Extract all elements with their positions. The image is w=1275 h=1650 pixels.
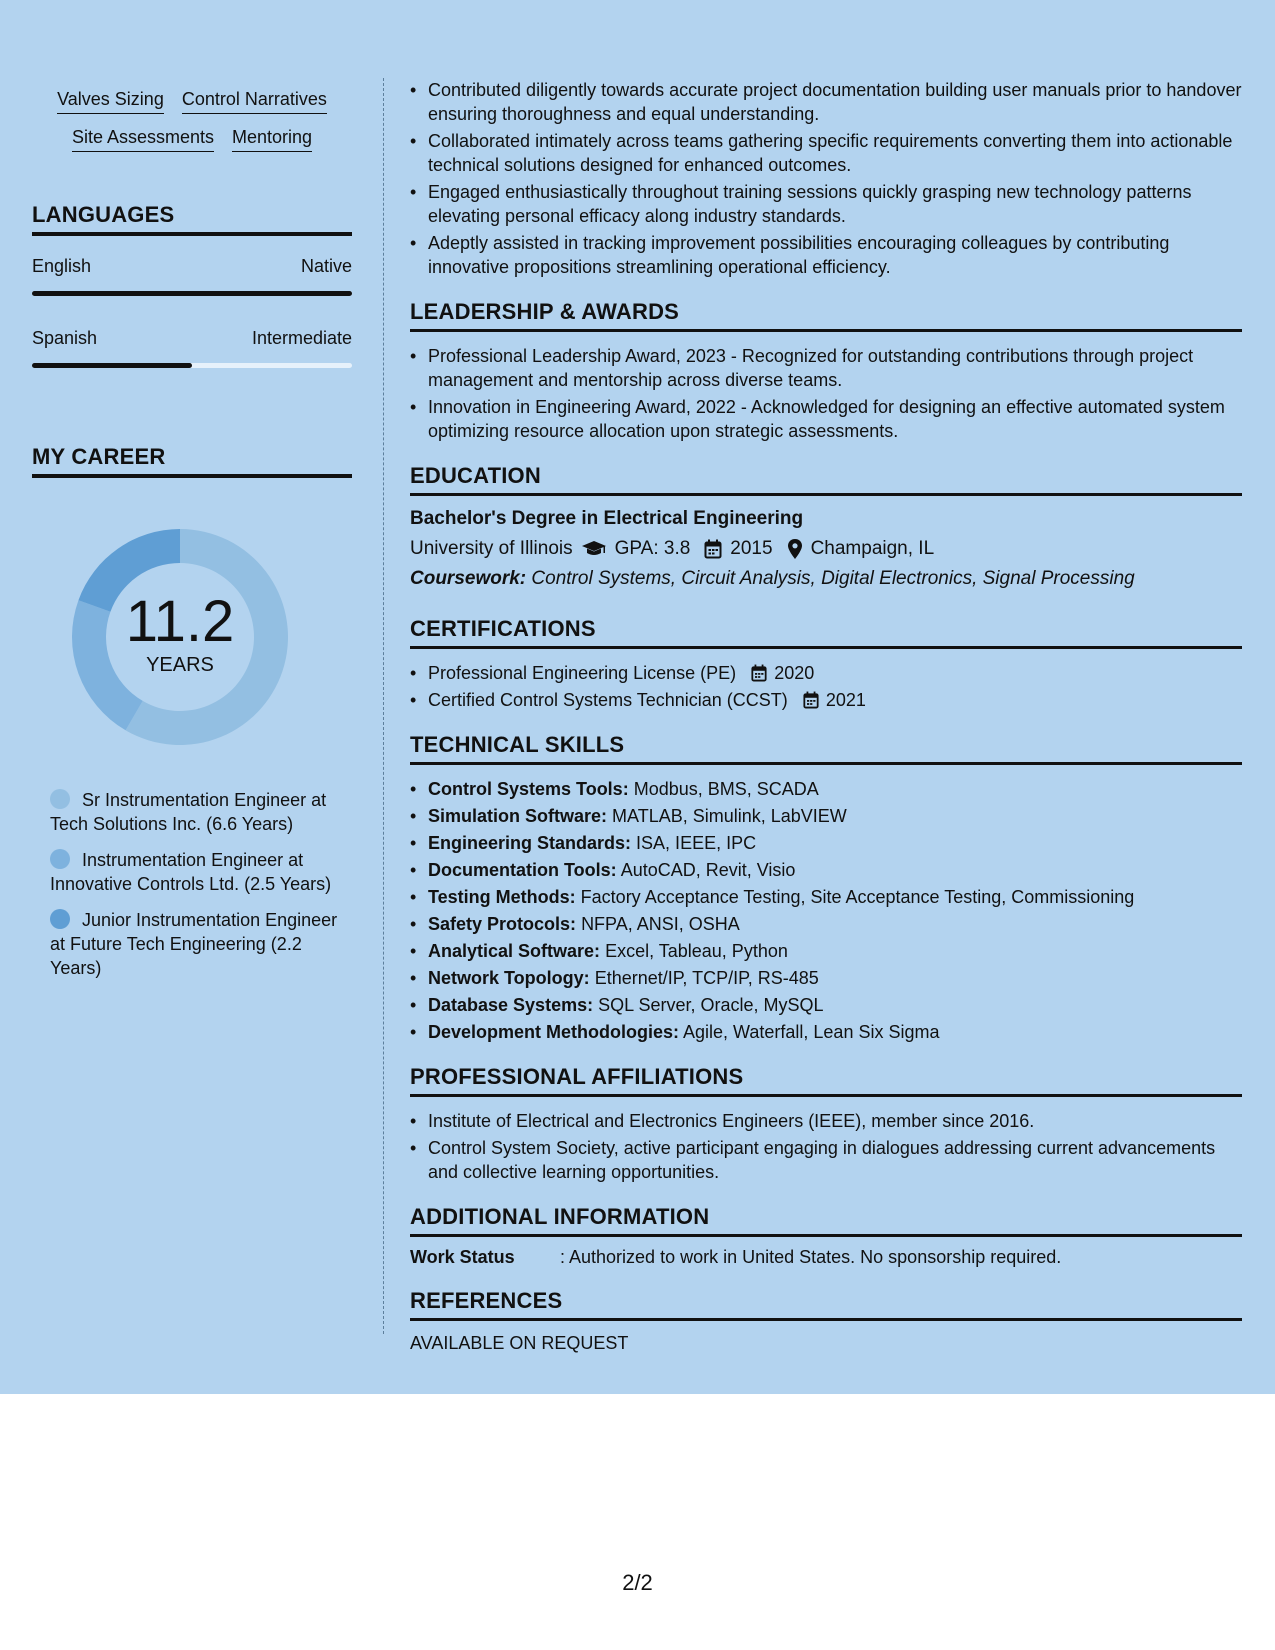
work-status-row [410,1247,1242,1268]
page-number: 2/2 [622,1570,653,1595]
total-years: 11.2 [125,589,235,654]
list-item [410,966,1242,990]
graduation-year: 2015 [730,538,773,559]
language-proficiency-fill [32,363,192,368]
language-proficiency-bar [32,363,352,368]
cert-year: 2020 [774,663,815,683]
map-pin-icon [787,538,803,560]
skill-tags [32,78,352,152]
education-heading: EDUCATION [410,463,1242,496]
legend-dot [50,789,70,809]
legend-dot [50,909,70,929]
legend-item [50,908,352,980]
list-item [410,661,1242,685]
skill-category: Engineering Standards: [428,833,632,853]
skill-tag: Control Narratives [182,88,327,114]
skill-values: Factory Acceptance Testing, Site Acceptance Testing, Commissioning [580,887,1135,907]
donut-center [65,589,295,677]
career-legend [32,788,352,980]
skill-values: SQL Server, Oracle, MySQL [598,995,824,1015]
legend-text: Instrumentation Engineer at Innovative Controls Ltd. (2.5 Years) [50,850,332,894]
school-name: University of Illinois [410,538,573,559]
list-item [410,858,1242,882]
list-item [410,688,1242,712]
list-item [410,1020,1242,1044]
cert-year: 2021 [825,690,866,710]
list-item [410,885,1242,909]
legend-dot [50,849,70,869]
skill-tag: Site Assessments [72,126,214,152]
education-details [410,538,1242,560]
list-item [410,777,1242,801]
experience-bullets [410,78,1242,279]
list-item [410,831,1242,855]
legend-text: Junior Instrumentation Engineer at Future Tech Engineering (2.2 Years) [50,910,338,978]
calendar-icon [751,664,767,682]
skill-values: Modbus, BMS, SCADA [633,779,819,799]
list-item: • Contributed diligently towards accurate project documentation building user manuals prior to handover ensuring thoroughness and equal understanding. [410,78,1242,126]
list-item [410,912,1242,936]
languages-section [32,202,352,368]
career-heading: MY CAREER [32,444,352,478]
certifications-list [410,661,1242,712]
career-donut-chart [65,522,295,752]
skill-category: Simulation Software: [428,806,608,826]
skill-values: AutoCAD, Revit, Visio [620,860,796,880]
list-item: • Institute of Electrical and Electronics Engineers (IEEE), member since 2016. [410,1109,1242,1133]
coursework-value: Control Systems, Circuit Analysis, Digital Electronics, Signal Processing [531,568,1135,589]
degree-title: Bachelor's Degree in Electrical Engineering [410,508,804,529]
skill-values: NFPA, ANSI, OSHA [581,914,740,934]
skill-category: Analytical Software: [428,941,601,961]
list-item: • Adeptly assisted in tracking improvement possibilities encouraging colleagues by contributing innovative propositions streamlining operational efficiency. [410,231,1242,279]
skill-category: Testing Methods: [428,887,576,907]
list-item [410,993,1242,1017]
skill-category: Network Topology: [428,968,590,988]
calendar-icon [803,691,819,709]
skill-values: Agile, Waterfall, Lean Six Sigma [683,1022,940,1042]
cert-name: Certified Control Systems Technician (CCST) [428,690,788,710]
school-location: Champaign, IL [810,538,935,559]
language-row [32,328,352,349]
language-row [32,256,352,277]
coursework-label: Coursework: [410,568,527,589]
skill-values: ISA, IEEE, IPC [636,833,757,853]
cert-name: Professional Engineering License (PE) [428,663,737,683]
leadership-list [410,344,1242,443]
column-divider [383,78,384,1334]
career-section [32,444,352,980]
leadership-heading: LEADERSHIP & AWARDS [410,299,1242,332]
list-item: • Professional Leadership Award, 2023 - Recognized for outstanding contributions through project management and mentorship across diverse teams. [410,344,1242,392]
list-item: • Innovation in Engineering Award, 2022 - Acknowledged for designing an effective automated system optimizing resource allocation upon strategic assessments. [410,395,1242,443]
left-column [32,78,352,992]
technical-skills-list [410,777,1242,1044]
list-item [410,939,1242,963]
language-name: English [32,256,92,276]
skill-category: Safety Protocols: [428,914,577,934]
affiliations-heading: PROFESSIONAL AFFILIATIONS [410,1064,1242,1097]
list-item [410,804,1242,828]
language-name: Spanish [32,328,98,348]
skill-category: Documentation Tools: [428,860,617,880]
references-heading: REFERENCES [410,1288,1242,1321]
language-level: Intermediate [251,328,352,348]
years-label: YEARS [146,654,214,676]
legend-item [50,848,352,896]
work-status-label: Work Status [410,1247,515,1267]
languages-heading: LANGUAGES [32,202,352,236]
language-proficiency-bar [32,291,352,296]
skill-tag: Mentoring [232,126,312,152]
graduation-cap-icon [581,540,607,558]
gpa: GPA: 3.8 [614,538,691,559]
list-item: • Collaborated intimately across teams gathering specific requirements converting them into actionable technical solutions designed for enhanced outcomes. [410,129,1242,177]
skill-values: MATLAB, Simulink, LabVIEW [612,806,847,826]
calendar-icon [704,539,722,559]
affiliations-list [410,1109,1242,1184]
work-status-value: : Authorized to work in United States. No sponsorship required. [560,1247,1062,1267]
additional-info-heading: ADDITIONAL INFORMATION [410,1204,1242,1237]
list-item: • Control System Society, active participant engaging in dialogues addressing current advancements and collective learning opportunities. [410,1136,1242,1184]
skill-category: Development Methodologies: [428,1022,680,1042]
language-proficiency-fill [32,291,352,296]
legend-text: Sr Instrumentation Engineer at Tech Solutions Inc. (6.6 Years) [50,790,327,834]
language-level: Native [300,256,352,276]
skill-values: Excel, Tableau, Python [605,941,788,961]
skill-category: Control Systems Tools: [428,779,629,799]
legend-item [50,788,352,836]
certifications-heading: CERTIFICATIONS [410,616,1242,649]
references-text: AVAILABLE ON REQUEST [410,1333,629,1353]
coursework [410,568,1242,590]
skill-values: Ethernet/IP, TCP/IP, RS-485 [594,968,819,988]
skill-category: Database Systems: [428,995,594,1015]
skill-tag: Valves Sizing [57,88,164,114]
right-column [410,78,1242,1354]
list-item: • Engaged enthusiastically throughout training sessions quickly grasping new technology patterns elevating personal efficacy along industry standards. [410,180,1242,228]
technical-skills-heading: TECHNICAL SKILLS [410,732,1242,765]
